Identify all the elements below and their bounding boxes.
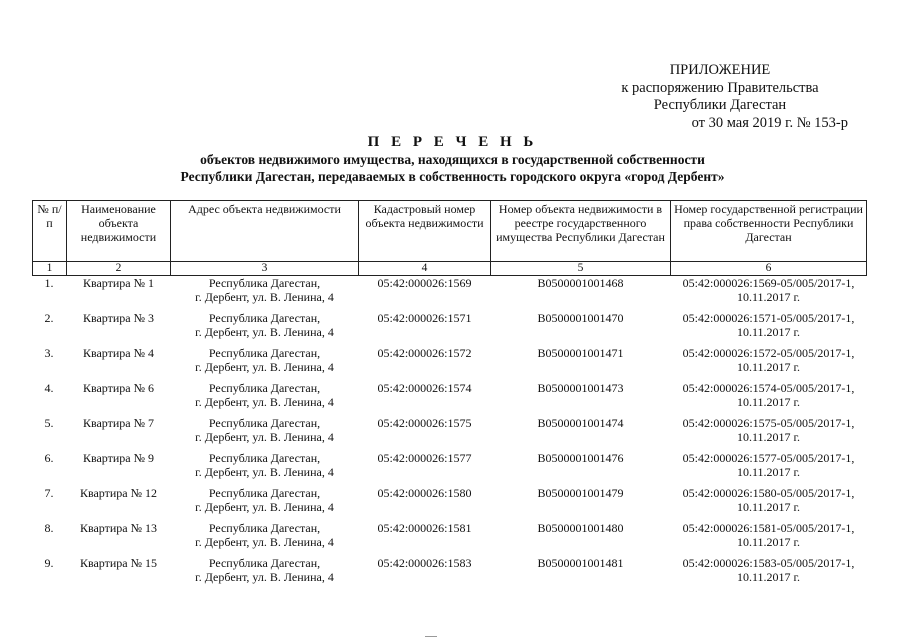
row-registry-number: В0500001001479	[537, 486, 624, 500]
table-row	[33, 416, 867, 451]
row-registration	[671, 311, 867, 346]
row-registration-date: 10.11.2017 г.	[736, 500, 801, 514]
row-address	[171, 381, 359, 416]
column-number: 3	[171, 262, 359, 276]
row-address-line-1: Республика Дагестан,	[208, 486, 321, 500]
header-address: Адрес объекта недвижимости	[171, 201, 359, 262]
row-address	[171, 311, 359, 346]
appendix-block	[560, 62, 880, 132]
row-registry-number: В0500001001481	[537, 556, 624, 570]
table-row	[33, 311, 867, 346]
row-address-line-2: г. Дербент, ул. В. Ленина, 4	[195, 500, 334, 514]
table-row	[33, 276, 867, 312]
row-object-name: Квартира № 1	[82, 276, 155, 290]
row-registration	[671, 346, 867, 381]
row-object-name: Квартира № 15	[79, 556, 158, 570]
row-address	[171, 521, 359, 556]
row-address-line-1: Республика Дагестан,	[208, 416, 321, 430]
column-number: 6	[671, 262, 867, 276]
row-object-name: Квартира № 3	[82, 311, 155, 325]
row-registration-date: 10.11.2017 г.	[736, 325, 801, 339]
document-title	[0, 133, 905, 185]
row-cadastral-number: 05:42:000026:1577	[377, 451, 472, 465]
header-registration: Номер государственной регистрации права собственности Республики Дагестан	[671, 201, 867, 262]
header-cadastral: Кадастровый номер объекта недвижимости	[359, 201, 491, 262]
table-row	[33, 451, 867, 486]
row-registration-number: 05:42:000026:1583-05/005/2017-1,	[682, 556, 855, 570]
row-number: 3.	[44, 346, 54, 360]
column-number: 2	[67, 262, 171, 276]
header-registry: Номер объекта недвижимости в реестре государственного имущества Республики Дагестан	[491, 201, 671, 262]
row-registration	[671, 451, 867, 486]
row-address-line-2: г. Дербент, ул. В. Ленина, 4	[195, 535, 334, 549]
row-cadastral-number: 05:42:000026:1574	[377, 381, 472, 395]
row-registration-date: 10.11.2017 г.	[736, 290, 801, 304]
title-line-2: Республики Дагестан, передаваемых в собственность городского округа «город Дербент»	[180, 169, 725, 184]
row-address	[171, 451, 359, 486]
row-address-line-1: Республика Дагестан,	[208, 346, 321, 360]
row-object-name: Квартира № 13	[79, 521, 158, 535]
row-registration-number: 05:42:000026:1572-05/005/2017-1,	[682, 346, 855, 360]
property-table	[32, 200, 867, 591]
row-number: 1.	[44, 276, 54, 290]
row-address	[171, 416, 359, 451]
row-registration	[671, 521, 867, 556]
column-number: 4	[359, 262, 491, 276]
row-registration-date: 10.11.2017 г.	[736, 395, 801, 409]
table-row	[33, 381, 867, 416]
row-registry-number: В0500001001474	[537, 416, 624, 430]
row-cadastral-number: 05:42:000026:1572	[377, 346, 472, 360]
row-cadastral-number: 05:42:000026:1581	[377, 521, 472, 535]
row-number: 7.	[44, 486, 54, 500]
table-row	[33, 346, 867, 381]
row-address-line-1: Республика Дагестан,	[208, 381, 321, 395]
row-number: 8.	[44, 521, 54, 535]
row-registration	[671, 556, 867, 591]
row-object-name: Квартира № 9	[82, 451, 155, 465]
row-registration-number: 05:42:000026:1575-05/005/2017-1,	[682, 416, 855, 430]
row-address-line-2: г. Дербент, ул. В. Ленина, 4	[195, 570, 334, 584]
appendix-order-line: к распоряжению Правительства	[621, 79, 819, 96]
row-address-line-1: Республика Дагестан,	[208, 556, 321, 570]
appendix-date-line: от 30 мая 2019 г. № 153-р	[691, 114, 848, 131]
row-address	[171, 486, 359, 521]
row-registration	[671, 381, 867, 416]
row-registration-number: 05:42:000026:1577-05/005/2017-1,	[682, 451, 855, 465]
table-row	[33, 486, 867, 521]
row-registry-number: В0500001001480	[537, 521, 624, 535]
row-address-line-2: г. Дербент, ул. В. Ленина, 4	[195, 360, 334, 374]
row-address	[171, 556, 359, 591]
row-address-line-1: Республика Дагестан,	[208, 276, 321, 290]
title-line-1: объектов недвижимого имущества, находящихся в государственной собственности	[200, 152, 705, 167]
row-registration	[671, 416, 867, 451]
row-address-line-2: г. Дербент, ул. В. Ленина, 4	[195, 465, 334, 479]
row-address-line-2: г. Дербент, ул. В. Ленина, 4	[195, 290, 334, 304]
row-registration-number: 05:42:000026:1581-05/005/2017-1,	[682, 521, 855, 535]
title-heading: П Е Р Е Ч Е Н Ь	[367, 134, 538, 150]
row-address-line-2: г. Дербент, ул. В. Ленина, 4	[195, 430, 334, 444]
row-address-line-2: г. Дербент, ул. В. Ленина, 4	[195, 325, 334, 339]
row-cadastral-number: 05:42:000026:1575	[377, 416, 472, 430]
scan-mark	[425, 636, 437, 637]
row-address	[171, 276, 359, 312]
appendix-title: ПРИЛОЖЕНИЕ	[669, 62, 771, 78]
row-number: 2.	[44, 311, 54, 325]
row-object-name: Квартира № 6	[82, 381, 155, 395]
table-row	[33, 556, 867, 591]
row-address	[171, 346, 359, 381]
row-cadastral-number: 05:42:000026:1583	[377, 556, 472, 570]
row-registration-date: 10.11.2017 г.	[736, 570, 801, 584]
row-cadastral-number: 05:42:000026:1569	[377, 276, 472, 290]
row-registration	[671, 486, 867, 521]
row-object-name: Квартира № 7	[82, 416, 155, 430]
row-registry-number: В0500001001473	[537, 381, 624, 395]
row-registration-number: 05:42:000026:1574-05/005/2017-1,	[682, 381, 855, 395]
row-address-line-2: г. Дербент, ул. В. Ленина, 4	[195, 395, 334, 409]
row-address-line-1: Республика Дагестан,	[208, 451, 321, 465]
row-registration-number: 05:42:000026:1580-05/005/2017-1,	[682, 486, 855, 500]
row-registration-number: 05:42:000026:1569-05/005/2017-1,	[682, 276, 855, 290]
row-object-name: Квартира № 4	[82, 346, 155, 360]
table-header-row	[33, 201, 867, 262]
header-num: № п/п	[33, 201, 67, 262]
row-registry-number: В0500001001468	[537, 276, 624, 290]
row-registration-number: 05:42:000026:1571-05/005/2017-1,	[682, 311, 855, 325]
row-registry-number: В0500001001470	[537, 311, 624, 325]
row-registry-number: В0500001001471	[537, 346, 624, 360]
table-row	[33, 521, 867, 556]
row-registration-date: 10.11.2017 г.	[736, 360, 801, 374]
row-number: 9.	[44, 556, 54, 570]
row-registration	[671, 276, 867, 312]
column-number-row	[33, 262, 867, 276]
row-registration-date: 10.11.2017 г.	[736, 535, 801, 549]
row-registry-number: В0500001001476	[537, 451, 624, 465]
column-number: 5	[491, 262, 671, 276]
row-object-name: Квартира № 12	[79, 486, 158, 500]
appendix-republic-line: Республики Дагестан	[653, 97, 787, 113]
row-registration-date: 10.11.2017 г.	[736, 465, 801, 479]
row-registration-date: 10.11.2017 г.	[736, 430, 801, 444]
column-number: 1	[33, 262, 67, 276]
header-name: Наименование объекта недвижимости	[67, 201, 171, 262]
row-cadastral-number: 05:42:000026:1571	[377, 311, 472, 325]
row-cadastral-number: 05:42:000026:1580	[377, 486, 472, 500]
row-number: 6.	[44, 451, 54, 465]
row-address-line-1: Республика Дагестан,	[208, 521, 321, 535]
row-address-line-1: Республика Дагестан,	[208, 311, 321, 325]
row-number: 4.	[44, 381, 54, 395]
row-number: 5.	[44, 416, 54, 430]
